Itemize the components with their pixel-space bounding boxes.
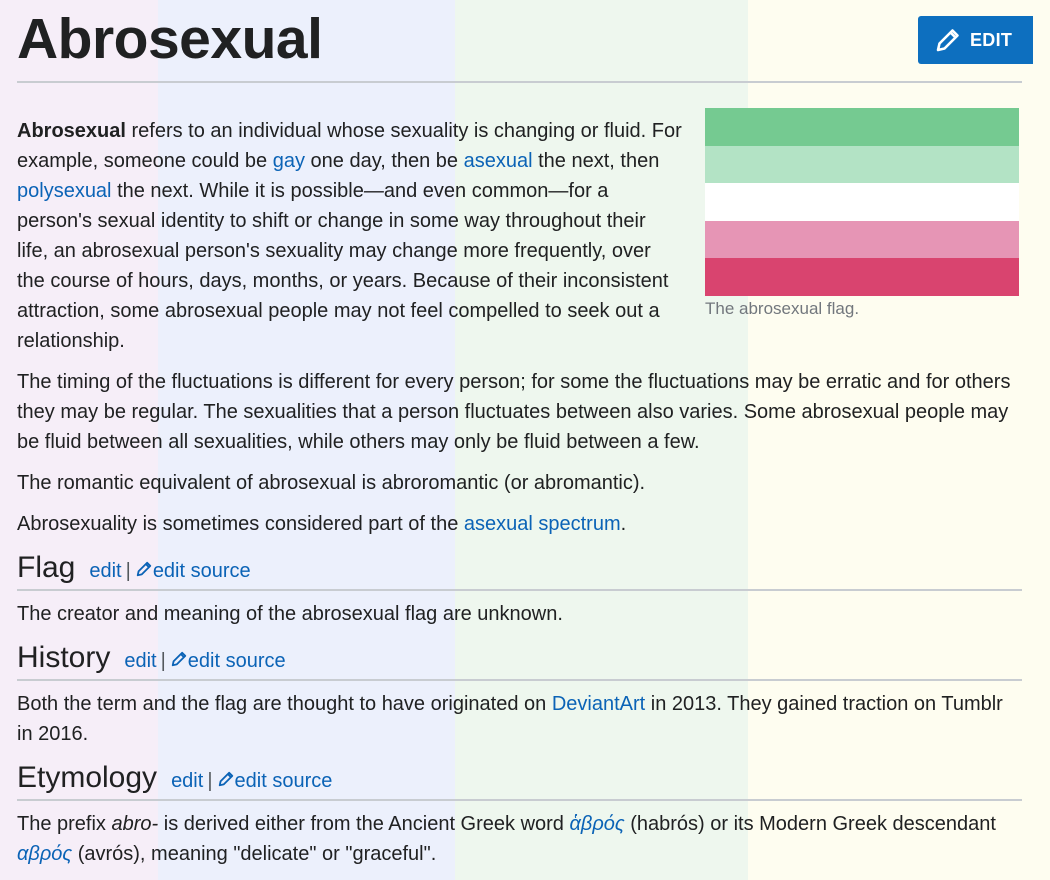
intro-bold-term: Abrosexual xyxy=(17,120,126,142)
flag-stripe-1 xyxy=(705,108,1019,146)
separator: | xyxy=(125,560,131,582)
section-tools-etymology xyxy=(171,766,332,796)
page-title: Abrosexual xyxy=(17,7,323,71)
link-asexual[interactable]: asexual xyxy=(463,150,533,172)
paragraph-timing: The timing of the fluctuations is different for every person; for some the fluctuations may be erratic and for others they may be regular. The sexualities that a person fluctuates between also varies. Some abrosexual people may be fluid between all sexualities, while others may only be fluid between a few. xyxy=(17,371,1011,453)
pencil-icon xyxy=(217,770,235,788)
history-text-2: in 2013. They gained traction on Tumblr in 2016. xyxy=(17,693,1003,745)
edit-source-label: edit source xyxy=(187,650,286,672)
history-text-1: Both the term and the flag are thought to have originated on xyxy=(17,693,552,715)
etymology-text-3: (habrós) or its Modern Greek descendant xyxy=(624,813,996,835)
link-gay[interactable]: gay xyxy=(272,150,305,172)
edit-source-label: edit source xyxy=(152,560,251,582)
section-tools-flag xyxy=(89,556,250,586)
section-title-etymology: Etymology xyxy=(17,761,158,794)
edit-source-link-etymology[interactable] xyxy=(217,770,333,792)
article-content xyxy=(17,116,1022,880)
flag-infobox xyxy=(705,108,1019,320)
abrosexual-flag-image[interactable] xyxy=(705,108,1019,296)
intro-text-4: the next. While it is possible—and even common—for a person's sexual identity to shift or change in some way throughout their life, an abrosexual person's sexuality may change more frequently, over the course of hours, days, months, or years. Because of their inconsistent attraction, some abrosexual people may not feel compelled to seek out a relationship. xyxy=(17,180,669,352)
separator: | xyxy=(160,650,166,672)
intro-paragraph xyxy=(17,116,682,356)
etymology-prefix: abro- xyxy=(111,813,159,835)
section-header-history xyxy=(17,640,1022,681)
paragraph-flag: The creator and meaning of the abrosexual flag are unknown. xyxy=(17,603,563,625)
spectrum-end: . xyxy=(620,513,627,535)
etymology-text-4: (avrós), meaning "delicate" or "graceful". xyxy=(72,843,437,865)
flag-stripe-2 xyxy=(705,146,1019,184)
flag-stripe-3 xyxy=(705,183,1019,221)
paragraph-romantic: The romantic equivalent of abrosexual is abroromantic (or abromantic). xyxy=(17,472,646,494)
edit-link-history[interactable]: edit xyxy=(124,650,157,672)
greek-word-1: ἁβρός xyxy=(569,813,625,835)
intro-text-2: one day, then be xyxy=(304,150,464,172)
paragraph-spectrum xyxy=(17,509,1022,539)
etymology-text-2: is derived either from the Ancient Greek word xyxy=(158,813,570,835)
section-header-etymology xyxy=(17,760,1022,801)
link-polysexual[interactable]: polysexual xyxy=(17,180,112,202)
pencil-icon xyxy=(170,650,188,668)
edit-button[interactable] xyxy=(918,16,1030,64)
separator: | xyxy=(207,770,213,792)
intro-text-3: the next, then xyxy=(532,150,660,172)
flag-stripe-4 xyxy=(705,221,1019,259)
section-tools-history xyxy=(124,646,285,676)
spectrum-text: Abrosexuality is sometimes considered part of the xyxy=(17,513,464,535)
edit-link-flag[interactable]: edit xyxy=(89,560,122,582)
pencil-icon xyxy=(934,26,962,54)
edit-source-link-flag[interactable] xyxy=(135,560,251,582)
greek-word-2: αβρός xyxy=(17,843,73,865)
link-asexual-spectrum[interactable]: asexual spectrum xyxy=(463,513,621,535)
edit-source-label: edit source xyxy=(234,770,333,792)
edit-link-etymology[interactable]: edit xyxy=(171,770,204,792)
edit-button-edge xyxy=(1030,16,1033,64)
edit-button-label: EDIT xyxy=(970,29,1013,50)
link-greek-avros[interactable] xyxy=(17,843,72,865)
flag-stripe-5 xyxy=(705,258,1019,296)
section-header-flag xyxy=(17,550,1022,591)
paragraph-history xyxy=(17,689,1022,749)
edit-source-link-history[interactable] xyxy=(170,650,286,672)
section-title-history: History xyxy=(17,641,111,674)
intro-text-1: refers to an individual whose sexuality is changing or fluid. For example, someone could be xyxy=(17,120,682,172)
section-title-flag: Flag xyxy=(17,551,76,584)
title-divider xyxy=(17,81,1022,83)
link-deviantart[interactable]: DeviantArt xyxy=(551,693,646,715)
pencil-icon xyxy=(135,560,153,578)
link-greek-habros[interactable] xyxy=(570,813,625,835)
etymology-text-1: The prefix xyxy=(17,813,112,835)
flag-caption: The abrosexual flag. xyxy=(705,299,860,318)
paragraph-etymology xyxy=(17,809,1022,869)
